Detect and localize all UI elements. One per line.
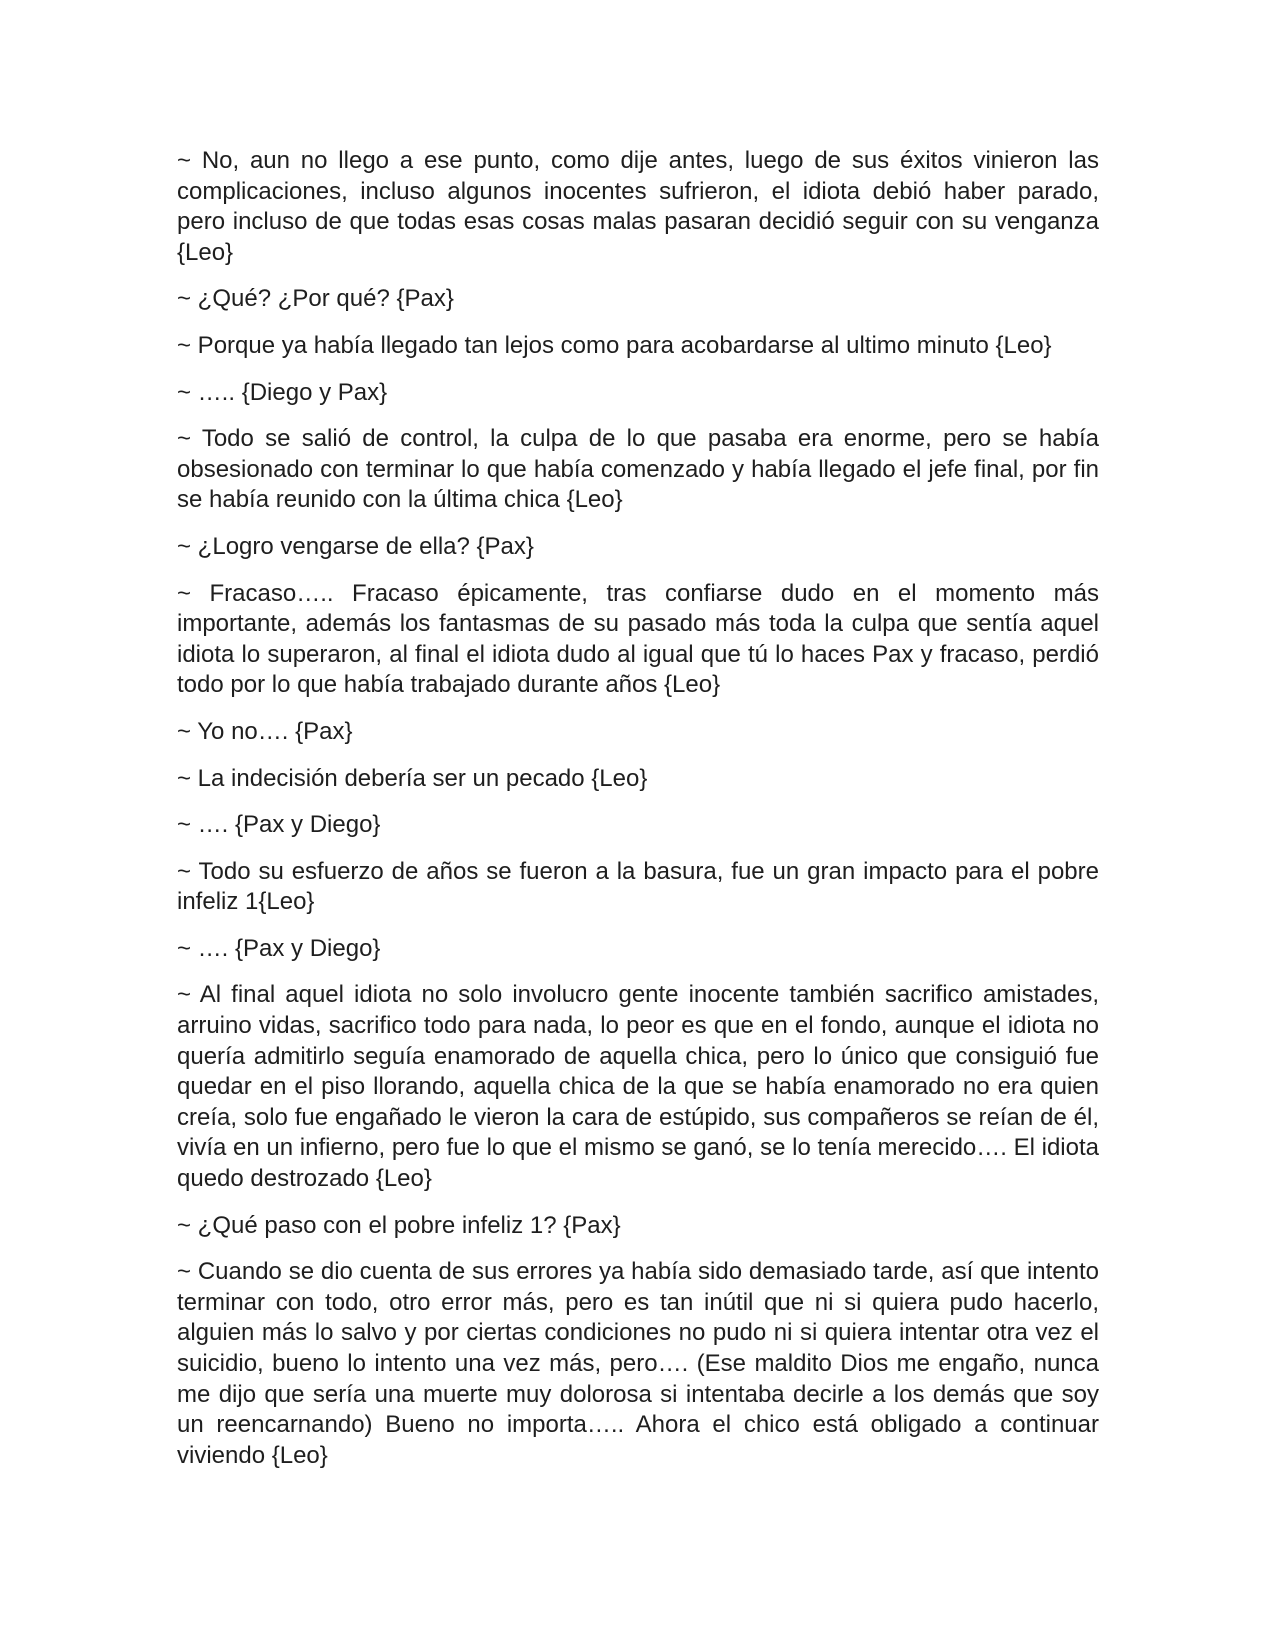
paragraph-15: ~ Cuando se dio cuenta de sus errores ya había sido demasiado tarde, así que intento terminar con todo, otro error más, pero es tan inútil que ni si quiera pudo hacerlo, alguien más lo salvo y por ciertas condiciones no pudo ni si quiera intentar otra vez el suicidio, bueno lo intento una vez más, pero…. (Ese maldito Dios me engaño, nunca me dijo que sería una muerte muy dolorosa si intentaba decirle a los demás que soy un reencarnando) Bueno no importa….. Ahora el chico está obligado a continuar viviendo {Leo} <box>177 1258 1099 1469</box>
paragraph-12: ~ …. {Pax y Diego} <box>177 934 381 962</box>
paragraph-7: ~ Fracaso….. Fracaso épicamente, tras confiarse dudo en el momento más importante, además los fantasmas de su pasado más toda la culpa que sentía aquel idiota lo superaron, al final el idiota dudo al igual que tú lo haces Pax y fracaso, perdió todo por lo que había trabajado durante años {Leo} <box>177 579 1099 699</box>
paragraph-10: ~ …. {Pax y Diego} <box>177 811 381 839</box>
paragraph-4: ~ ….. {Diego y Pax} <box>177 378 388 406</box>
paragraph-5: ~ Todo se salió de control, la culpa de lo que pasaba era enorme, pero se había obsesionado con terminar lo que había comenzado y había llegado el jefe final, por fin se había reunido con la última chica {Leo} <box>177 425 1099 514</box>
paragraph-2: ~ ¿Qué? ¿Por qué? {Pax} <box>177 285 454 313</box>
paragraph-8: ~ Yo no…. {Pax} <box>177 717 353 745</box>
paragraph-1: ~ No, aun no llego a ese punto, como dije antes, luego de sus éxitos vinieron las complicaciones, incluso algunos inocentes sufrieron, el idiota debió haber parado, pero incluso de que todas esas cosas malas pasaran decidió seguir con su venganza {Leo} <box>177 147 1099 266</box>
paragraph-3: ~ Porque ya había llegado tan lejos como para acobardarse al ultimo minuto {Leo} <box>177 331 1052 359</box>
paragraph-6: ~ ¿Logro vengarse de ella? {Pax} <box>177 532 534 560</box>
paragraph-14: ~ ¿Qué paso con el pobre infeliz 1? {Pax} <box>177 1211 621 1239</box>
document-body <box>177 146 1099 1487</box>
paragraph-9: ~ La indecisión debería ser un pecado {Leo} <box>177 764 648 792</box>
paragraph-13: ~ Al final aquel idiota no solo involucro gente inocente también sacrifico amistades, arruino vidas, sacrifico todo para nada, lo peor es que en el fondo, aunque el idiota no quería admitirlo seguía enamorado de aquella chica, pero lo único que consiguió fue quedar en el piso llorando, aquella chica de la que se había enamorado no era quien creía, solo fue engañado le vieron la cara de estúpido, sus compañeros se reían de él, vivía en un infierno, pero fue lo que el mismo se ganó, se lo tenía merecido…. El idiota quedo destrozado {Leo} <box>177 981 1099 1193</box>
paragraph-11: ~ Todo su esfuerzo de años se fueron a la basura, fue un gran impacto para el pobre infeliz 1{Leo} <box>177 857 1099 916</box>
